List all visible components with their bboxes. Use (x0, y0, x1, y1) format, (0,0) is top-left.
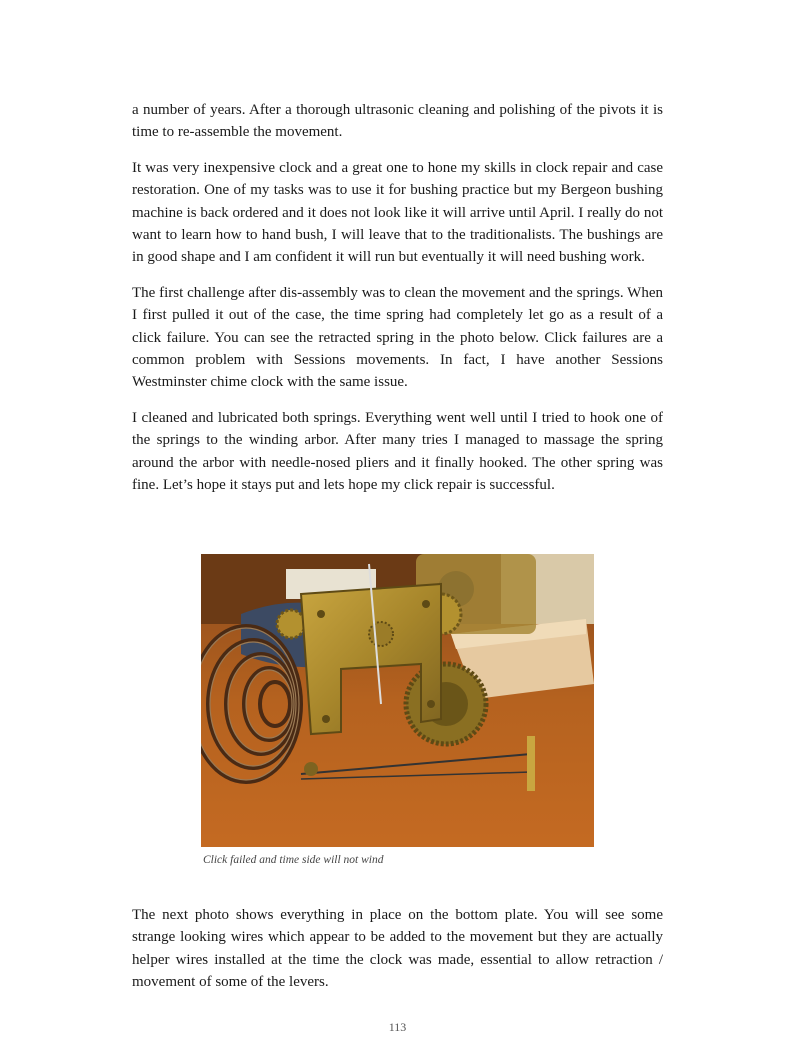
paragraph-5: The next photo shows everything in place on the bottom plate. You will see some strange looking wires which appear to be added to the movement but they are actually helper wires installed at the time the clock was made, essential to allow retraction / movement of some of the levers. (132, 907, 663, 991)
body-text-lower (132, 904, 663, 1007)
figure-caption: Click failed and time side will not wind (203, 854, 384, 866)
paragraph-2: It was very inexpensive clock and a great one to hone my skills in clock repair and case restoration. One of my tasks was to use it for bushing practice but my Bergeon bushing machine is back ordered and it does not look like it will arrive until April. I really do not want to learn how to hand bush, I will leave that to the traditionalists. The bushings are in good shape and I am confident it will run but eventually it will need bushing work. (132, 159, 663, 266)
paragraph-4: I cleaned and lubricated both springs. Everything went well until I tried to hook one of the springs to the winding arbor. After many tries I managed to massage the spring around the arbor with needle-nosed pliers and it finally hooked. The other spring was fine. Let’s hope it stays put and lets hope my click repair is successful. (132, 409, 663, 494)
paragraph-1: a number of years. After a thorough ultrasonic cleaning and polishing of the pivots it is time to re-assemble the movement. (132, 102, 663, 141)
clock-movement-photo (201, 554, 594, 847)
body-text-upper (132, 99, 663, 510)
paragraph-3: The first challenge after dis-assembly was to clean the movement and the springs. When I first pulled it out of the case, the time spring had completely let go as a result of a click failure. You can see the retracted spring in the photo below. Click failures are a common problem with Sessions movements. In fact, I have another Sessions Westminster chime clock with the same issue. (132, 284, 663, 391)
page-number: 113 (388, 1020, 407, 1034)
